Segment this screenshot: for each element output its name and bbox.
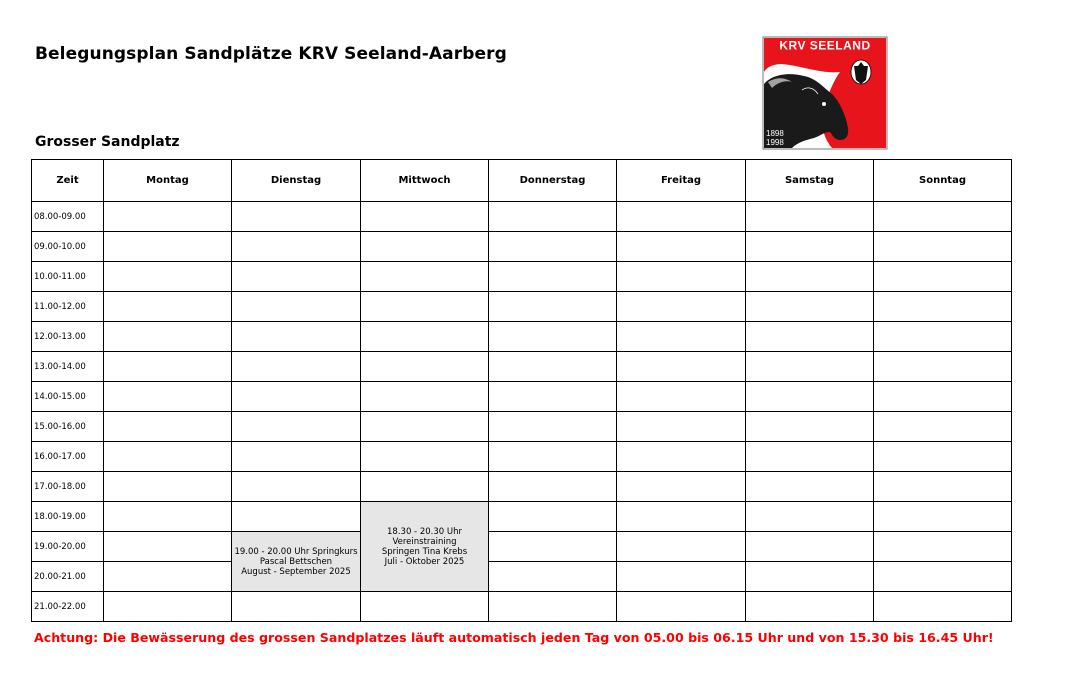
table-row — [32, 442, 1012, 472]
slot-cell — [232, 412, 361, 442]
slot-cell — [874, 232, 1012, 262]
irrigation-warning: Achtung: Die Bewässerung des grossen Sandplatzes läuft automatisch jeden Tag von 05.00 bis 06.15 Uhr und von 15.30 bis 16.45 Uhr! — [34, 630, 994, 645]
booking-line: Vereinstraining — [392, 536, 457, 547]
slot-cell — [746, 502, 874, 532]
header-mittwoch: Mittwoch — [361, 160, 489, 202]
slot-cell — [489, 382, 617, 412]
header-donnerstag: Donnerstag — [489, 160, 617, 202]
time-cell: 13.00-14.00 — [32, 352, 104, 382]
logo-year-end: 1998 — [766, 138, 784, 147]
time-cell: 08.00-09.00 — [32, 202, 104, 232]
slot-cell — [361, 352, 489, 382]
slot-cell — [746, 262, 874, 292]
slot-cell — [232, 382, 361, 412]
slot-cell — [617, 442, 746, 472]
slot-cell — [617, 292, 746, 322]
time-cell: 09.00-10.00 — [32, 232, 104, 262]
booking-line: Springen Tina Krebs — [381, 546, 468, 557]
table-row — [32, 412, 1012, 442]
slot-cell — [874, 532, 1012, 562]
slot-cell — [361, 382, 489, 412]
slot-cell — [617, 322, 746, 352]
slot-cell — [489, 412, 617, 442]
booking-cell — [232, 532, 361, 592]
time-cell: 21.00-22.00 — [32, 592, 104, 622]
slot-cell — [104, 502, 232, 532]
slot-cell — [104, 562, 232, 592]
slot-cell — [232, 262, 361, 292]
table-row — [32, 382, 1012, 412]
slot-cell — [617, 382, 746, 412]
slot-cell — [489, 232, 617, 262]
slot-cell — [874, 442, 1012, 472]
slot-cell — [746, 232, 874, 262]
slot-cell — [361, 232, 489, 262]
slot-cell — [746, 292, 874, 322]
slot-cell — [746, 352, 874, 382]
slot-cell — [232, 232, 361, 262]
table-row — [32, 352, 1012, 382]
slot-cell — [104, 532, 232, 562]
slot-cell — [104, 322, 232, 352]
slot-cell — [104, 232, 232, 262]
time-cell: 15.00-16.00 — [32, 412, 104, 442]
slot-cell — [232, 352, 361, 382]
horse-head-logo-icon — [762, 36, 888, 150]
table-row — [32, 232, 1012, 262]
header-sonntag: Sonntag — [874, 160, 1012, 202]
slot-cell — [489, 472, 617, 502]
slot-cell — [104, 592, 232, 622]
booking-cell — [361, 502, 489, 592]
slot-cell — [617, 472, 746, 502]
time-cell: 14.00-15.00 — [32, 382, 104, 412]
slot-cell — [489, 592, 617, 622]
table-row — [32, 202, 1012, 232]
club-logo — [762, 36, 888, 150]
slot-cell — [232, 502, 361, 532]
slot-cell — [874, 592, 1012, 622]
table-row — [32, 262, 1012, 292]
header-dienstag: Dienstag — [232, 160, 361, 202]
slot-cell — [489, 322, 617, 352]
slot-cell — [874, 202, 1012, 232]
slot-cell — [617, 262, 746, 292]
slot-cell — [617, 502, 746, 532]
slot-cell — [874, 502, 1012, 532]
booking-line: 19.00 - 20.00 Uhr Springkurs — [234, 546, 358, 557]
header-time: Zeit — [32, 160, 104, 202]
header-montag: Montag — [104, 160, 232, 202]
slot-cell — [489, 262, 617, 292]
slot-cell — [746, 442, 874, 472]
slot-cell — [232, 442, 361, 472]
slot-cell — [104, 292, 232, 322]
slot-cell — [874, 562, 1012, 592]
time-cell: 12.00-13.00 — [32, 322, 104, 352]
slot-cell — [617, 412, 746, 442]
time-cell: 19.00-20.00 — [32, 532, 104, 562]
slot-cell — [232, 292, 361, 322]
table-row — [32, 532, 1012, 562]
slot-cell — [232, 592, 361, 622]
slot-cell — [232, 322, 361, 352]
time-cell: 18.00-19.00 — [32, 502, 104, 532]
slot-cell — [874, 322, 1012, 352]
slot-cell — [746, 322, 874, 352]
slot-cell — [874, 412, 1012, 442]
slot-cell — [232, 472, 361, 502]
table-row — [32, 592, 1012, 622]
slot-cell — [746, 592, 874, 622]
booking-line: Pascal Bettschen — [259, 556, 333, 567]
schedule-table — [31, 159, 1012, 622]
slot-cell — [617, 352, 746, 382]
slot-cell — [104, 442, 232, 472]
section-title: Grosser Sandplatz — [35, 134, 180, 150]
table-row — [32, 502, 1012, 532]
time-cell: 10.00-11.00 — [32, 262, 104, 292]
header-samstag: Samstag — [746, 160, 874, 202]
header-freitag: Freitag — [617, 160, 746, 202]
table-header-row — [32, 160, 1012, 202]
slot-cell — [617, 562, 746, 592]
slot-cell — [489, 352, 617, 382]
slot-cell — [617, 592, 746, 622]
slot-cell — [874, 472, 1012, 502]
slot-cell — [104, 412, 232, 442]
slot-cell — [104, 352, 232, 382]
slot-cell — [361, 262, 489, 292]
table-row — [32, 562, 1012, 592]
slot-cell — [489, 502, 617, 532]
slot-cell — [361, 202, 489, 232]
slot-cell — [746, 382, 874, 412]
slot-cell — [617, 232, 746, 262]
slot-cell — [361, 592, 489, 622]
slot-cell — [361, 322, 489, 352]
table-row — [32, 472, 1012, 502]
slot-cell — [489, 532, 617, 562]
slot-cell — [104, 382, 232, 412]
slot-cell — [361, 292, 489, 322]
slot-cell — [361, 472, 489, 502]
table-body — [32, 202, 1012, 622]
slot-cell — [746, 412, 874, 442]
booking-line: August - September 2025 — [241, 566, 351, 577]
slot-cell — [489, 292, 617, 322]
slot-cell — [746, 562, 874, 592]
slot-cell — [874, 292, 1012, 322]
logo-year-start: 1898 — [766, 129, 784, 138]
slot-cell — [489, 442, 617, 472]
slot-cell — [874, 352, 1012, 382]
slot-cell — [746, 532, 874, 562]
slot-cell — [489, 562, 617, 592]
slot-cell — [104, 262, 232, 292]
time-cell: 16.00-17.00 — [32, 442, 104, 472]
slot-cell — [104, 202, 232, 232]
slot-cell — [746, 472, 874, 502]
booking-line: 18.30 - 20.30 Uhr — [387, 526, 462, 537]
time-cell: 17.00-18.00 — [32, 472, 104, 502]
logo-banner-text: KRV SEELAND — [779, 38, 871, 53]
slot-cell — [617, 532, 746, 562]
slot-cell — [104, 472, 232, 502]
slot-cell — [617, 202, 746, 232]
slot-cell — [874, 262, 1012, 292]
table-row — [32, 322, 1012, 352]
time-cell: 20.00-21.00 — [32, 562, 104, 592]
slot-cell — [746, 202, 874, 232]
slot-cell — [874, 382, 1012, 412]
booking-line: Juli - Oktober 2025 — [384, 556, 465, 567]
table-row — [32, 292, 1012, 322]
page-title: Belegungsplan Sandplätze KRV Seeland-Aarberg — [35, 44, 507, 64]
time-cell: 11.00-12.00 — [32, 292, 104, 322]
slot-cell — [361, 412, 489, 442]
slot-cell — [489, 202, 617, 232]
slot-cell — [232, 202, 361, 232]
slot-cell — [361, 442, 489, 472]
